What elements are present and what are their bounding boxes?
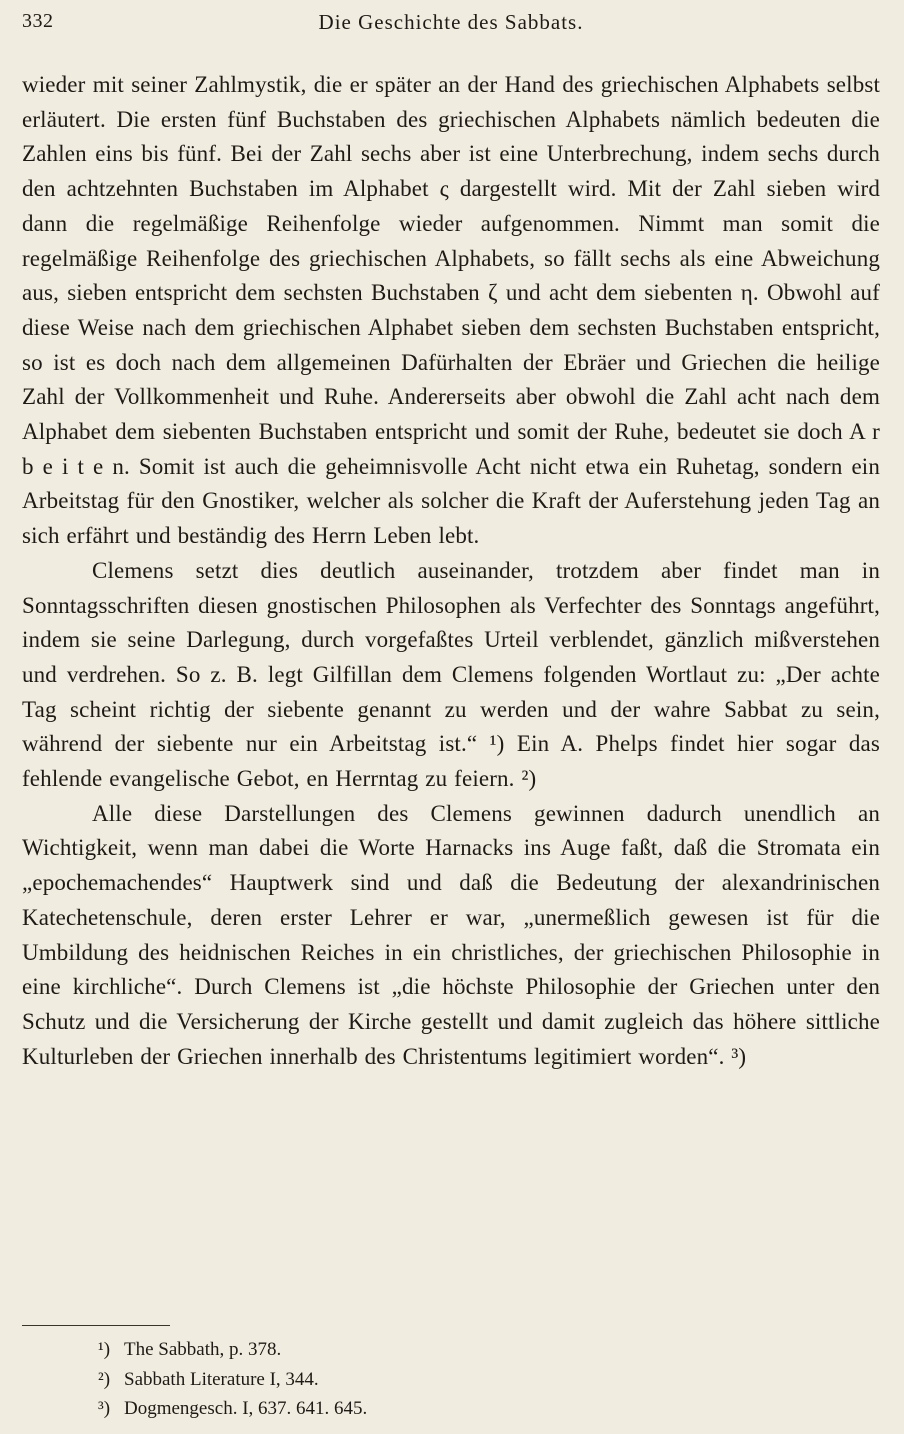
running-title: Die Geschichte des Sabbats. [318,10,584,34]
main-text [22,68,880,1074]
footnote-divider [22,1325,170,1326]
footnote-marker: ¹) [98,1339,111,1360]
paragraph-2: Clemens setzt dies deutlich auseinander, trotzdem aber findet man in Sonntagsschriften diesen gnostischen Philosophen als Verfechter des Sonntags angeführt, indem sie seine Darlegung, durch vorgefaßtes Urteil verblendet, gänzlich mißverstehen und verdrehen. So z. B. legt Gilfillan dem Clemens folgenden Wortlaut zu: „Der achte Tag scheint richtig der siebente genannt zu werden und der wahre Sabbat zu sein, während der siebente nur ein Arbeitstag ist.“ ¹) Ein A. Phelps findet hier sogar das fehlende evangelische Gebot, en Herrntag zu feiern. ²) [22,557,880,792]
footnote-text: Sabbath Literature I, 344. [124,1368,319,1390]
footnote-marker: ²) [98,1368,111,1390]
footnotes [98,1335,798,1424]
footnote-marker: ³) [98,1398,111,1419]
paragraph-3: Alle diese Darstellungen des Clemens gewinnen dadurch unendlich an Wichtigkeit, wenn man dabei die Worte Harnacks ins Auge faßt, daß die Stromata ein „epochemachendes“ Hauptwerk sind und daß die Bedeutung der alexandrinischen Katechetenschule, deren erster Lehrer er war, „unermeßlich gewesen ist für die Umbildung des heidnischen Reiches in ein christliches, der griechischen Philosophie in eine kirchliche“. Durch Clemens ist „die höchste Philosophie der Griechen unter den Schutz und die Versicherung der Kirche gestellt und damit zugleich das höhere sittliche Kulturleben der Griechen innerhalb des Christentums legitimiert worden“. ³) [22,800,880,1069]
paragraph-1: wieder mit seiner Zahlmystik, die er später an der Hand des griechischen Alphabets selbst erläutert. Die ersten fünf Buchstaben des griechischen Alphabets nämlich bedeuten die Zahlen eins bis fünf. Bei der Zahl sechs aber ist eine Unterbrechung, indem sechs durch den achtzehnten Buchstaben im Alphabet ς dargestellt wird. Mit der Zahl sieben wird dann die regelmäßige Reihenfolge wieder aufgenommen. Nimmt man somit die regelmäßige Reihenfolge des griechischen Alphabets, so fällt sechs als eine Abweichung aus, sieben entspricht dem sechsten Buchstaben ζ und acht dem siebenten η. Obwohl auf diese Weise nach dem griechischen Alphabet sieben dem sechsten Buchstaben entspricht, so ist es doch nach dem allgemeinen Dafürhalten der Ebräer und Griechen die heilige Zahl der Vollkommenheit und Ruhe. Andererseits aber obwohl die Zahl acht nach dem Alphabet dem siebenten Buchstaben entspricht und somit der Ruhe, bedeutet sie doch A r b e i t e n. Somit ist auch die geheimnisvolle Acht nicht etwa ein Ruhetag, sondern ein Arbeitstag für den Gnostiker, welcher als solcher die Kraft der Auferstehung jeden Tag an sich erfährt und beständig des Herrn Leben lebt. [22,72,880,549]
footnote-3 [98,1394,798,1424]
footnote-1 [98,1335,798,1365]
footnote-text: The Sabbath, p. 378. [124,1339,282,1360]
footnote-2 [98,1365,798,1395]
footnote-text: Dogmengesch. I, 637. 641. 645. [124,1398,368,1419]
running-head [22,8,880,38]
page-number: 332 [22,10,54,32]
